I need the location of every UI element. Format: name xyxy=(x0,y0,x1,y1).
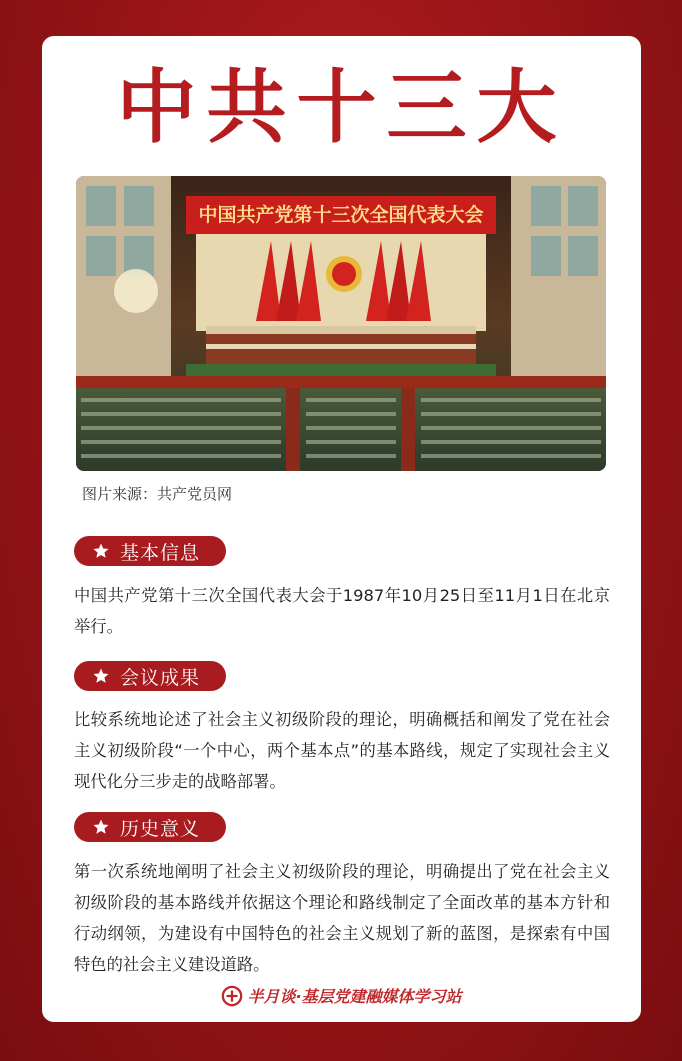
section-text-basic-info: 中国共产党第十三次全国代表大会于1987年10月25日至11月1日在北京举行。 xyxy=(74,586,610,636)
section-badge-basic-info xyxy=(74,536,226,566)
photo-caption: 图片来源：共产党员网 xyxy=(82,485,233,503)
page-title: 中共十三大 xyxy=(116,61,567,154)
star-icon xyxy=(92,818,110,836)
section-badge-results xyxy=(74,661,226,691)
star-icon xyxy=(92,667,110,685)
section-text-significance: 第一次系统地阐明了社会主义初级阶段的理论，明确提出了党在社会主义初级阶段的基本路线并依据这个理论和路线制定了全面改革的基本方针和行动纲领，为建设有中国特色的社会主义规划了新的蓝图，是探索有中国特色的社会主义建设道路。 xyxy=(74,862,610,974)
section-label: 会议成果 xyxy=(120,666,201,689)
star-icon xyxy=(92,542,110,560)
content-card xyxy=(42,36,641,1022)
footer-logo-icon xyxy=(221,985,243,1007)
section-badge-significance xyxy=(74,812,226,842)
footer-text: 半月谈·基层党建融媒体学习站 xyxy=(247,987,462,1006)
section-text-results: 比较系统地论述了社会主义初级阶段的理论，明确概括和阐发了党在社会主义初级阶段“一个中心，两个基本点”的基本路线，规定了实现社会主义现代化分三步走的战略部署。 xyxy=(74,710,610,791)
section-label: 基本信息 xyxy=(120,541,201,564)
footer-brand xyxy=(42,984,641,1007)
section-label: 历史意义 xyxy=(120,817,201,840)
congress-photo xyxy=(76,176,606,471)
banner-text: 中国共产党第十三次全国代表大会 xyxy=(198,204,484,226)
